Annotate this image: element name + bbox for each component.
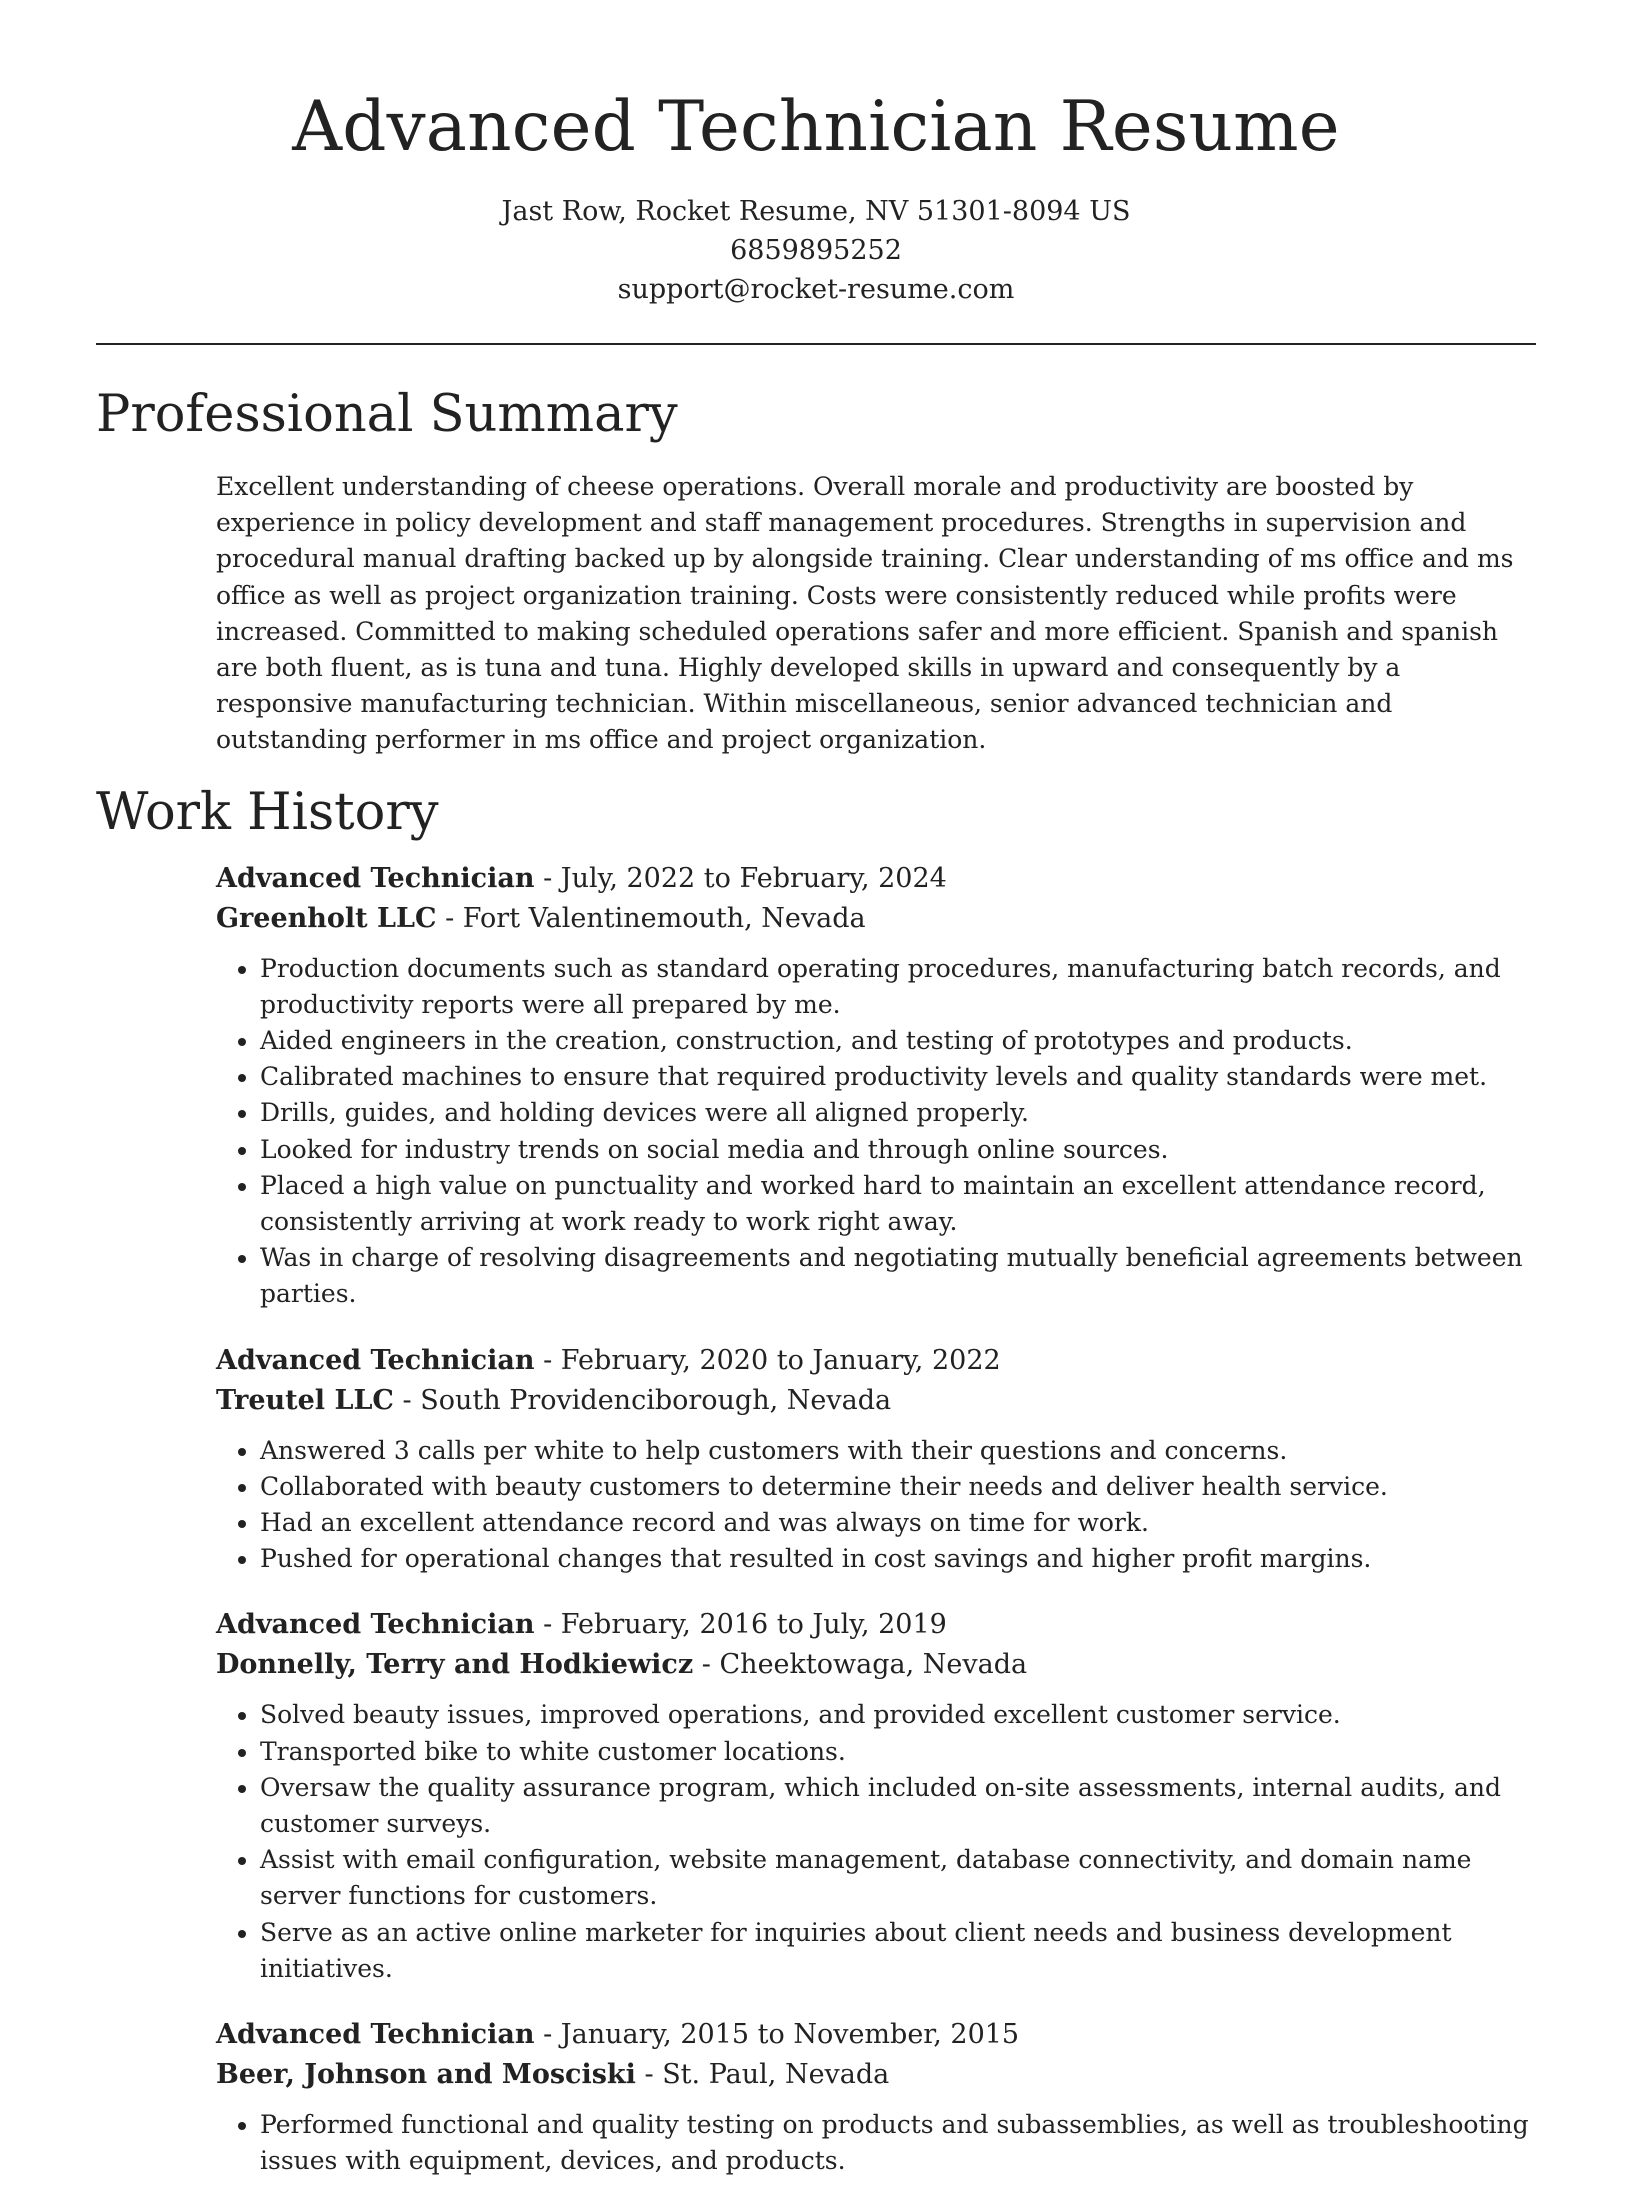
separator: - xyxy=(534,1609,561,1641)
contact-email: support@rocket-resume.com xyxy=(617,274,1015,305)
job-employer-line xyxy=(216,2055,1536,2095)
job-title-line xyxy=(216,1341,1536,1381)
resume-page xyxy=(96,0,1536,2208)
list-item: • Aided engineers in the creation, construction, and testing of prototypes and products. xyxy=(260,1023,1536,1059)
list-item: • Pushed for operational changes that resulted in cost savings and higher profit margins. xyxy=(260,1541,1536,1577)
summary-heading: Professional Summary xyxy=(96,385,678,444)
job-title: Advanced Technician xyxy=(216,2019,535,2051)
list-item: • Looked for industry trends on social media and through online sources. xyxy=(260,1132,1536,1168)
job-title: Advanced Technician xyxy=(216,1609,535,1641)
job-dates: February, 2020 to January, 2022 xyxy=(560,1344,1001,1376)
job-employer-line xyxy=(216,1381,1536,1421)
contact-phone: 6859895252 xyxy=(730,235,902,266)
list-item: • Performed functional and quality testing on products and subassemblies, as well as troubleshooting issues with equipment, devices, and products. xyxy=(260,2107,1536,2179)
job-entry xyxy=(216,2015,1536,2179)
job-bullets xyxy=(216,1697,1536,1987)
separator: - xyxy=(436,902,463,934)
job-title-line xyxy=(216,859,1536,899)
list-item: • Oversaw the quality assurance program, which included on-site assessments, internal audits, and customer surveys. xyxy=(260,1770,1536,1842)
list-item: • Assist with email configuration, website management, database connectivity, and domain name server functions for customers. xyxy=(260,1842,1536,1914)
list-item: • Was in charge of resolving disagreements and negotiating mutually beneficial agreements between parties. xyxy=(260,1240,1536,1312)
work-history-list xyxy=(216,859,1536,2180)
list-item: • Calibrated machines to ensure that required productivity levels and quality standards were met. xyxy=(260,1059,1536,1095)
job-employer: Greenholt LLC xyxy=(216,902,437,934)
job-employer-line xyxy=(216,1645,1536,1685)
separator: - xyxy=(534,862,561,894)
list-item: • Had an excellent attendance record and was always on time for work. xyxy=(260,1505,1536,1541)
contact-address: Jast Row, Rocket Resume, NV 51301-8094 US xyxy=(501,196,1131,227)
separator: - xyxy=(693,1649,720,1681)
job-location: Cheektowaga, Nevada xyxy=(719,1649,1028,1681)
job-entry xyxy=(216,859,1536,1313)
separator: - xyxy=(534,2019,561,2051)
list-item: • Production documents such as standard operating procedures, manufacturing batch records, and productivity reports were all prepared by me. xyxy=(260,951,1536,1023)
job-title-line xyxy=(216,1605,1536,1645)
separator: - xyxy=(393,1384,421,1416)
job-employer: Donnelly, Terry and Hodkiewicz xyxy=(216,1649,694,1681)
list-item: • Collaborated with beauty customers to determine their needs and deliver health service. xyxy=(260,1469,1536,1505)
job-employer: Beer, Johnson and Mosciski xyxy=(216,2059,636,2091)
job-location: Fort Valentinemouth, Nevada xyxy=(462,902,866,934)
job-entry xyxy=(216,1341,1536,1578)
job-title: Advanced Technician xyxy=(216,1344,535,1376)
list-item: • Placed a high value on punctuality and worked hard to maintain an excellent attendance record, consistently arriving at work ready to work right away. xyxy=(260,1168,1536,1240)
summary-text: Excellent understanding of cheese operations. Overall morale and productivity are boosted by experience in policy development and staff management procedures. Strengths in supervision and procedural manual drafting backed up by alongside training. Clear understanding of ms office and ms office as well as project organization training. Costs were consistently reduced while profits were increased. Committed to making scheduled operations safer and more efficient. Spanish and spanish are both fluent, as is tuna and tuna. Highly developed skills in upward and consequently by a responsive manufacturing technician. Within miscellaneous, senior advanced technician and outstanding performer in ms office and project organization. xyxy=(216,472,1514,755)
header-divider xyxy=(96,343,1536,345)
contact-block xyxy=(96,192,1536,309)
job-dates: January, 2015 to November, 2015 xyxy=(560,2019,1020,2051)
job-location: South Providenciborough, Nevada xyxy=(420,1384,892,1416)
work-history-heading: Work History xyxy=(96,782,439,842)
list-item: • Serve as an active online marketer for inquiries about client needs and business development initiatives. xyxy=(260,1915,1536,1987)
job-employer-line xyxy=(216,899,1536,939)
list-item: • Transported bike to white customer locations. xyxy=(260,1734,1536,1770)
list-item: • Answered 3 calls per white to help customers with their questions and concerns. xyxy=(260,1433,1536,1469)
job-bullets xyxy=(216,951,1536,1313)
job-location: St. Paul, Nevada xyxy=(662,2059,890,2091)
separator: - xyxy=(635,2059,663,2091)
job-bullets xyxy=(216,2107,1536,2179)
job-bullets xyxy=(216,1433,1536,1578)
job-title: Advanced Technician xyxy=(216,862,535,894)
job-dates: July, 2022 to February, 2024 xyxy=(560,862,947,894)
list-item: • Drills, guides, and holding devices were all aligned properly. xyxy=(260,1095,1536,1131)
job-title-line xyxy=(216,2015,1536,2055)
job-employer: Treutel LLC xyxy=(216,1384,394,1416)
list-item: • Solved beauty issues, improved operations, and provided excellent customer service. xyxy=(260,1697,1536,1733)
separator: - xyxy=(534,1344,561,1376)
job-entry xyxy=(216,1605,1536,1987)
job-dates: February, 2016 to July, 2019 xyxy=(560,1609,947,1641)
resume-title: Advanced Technician Resume xyxy=(292,87,1340,167)
